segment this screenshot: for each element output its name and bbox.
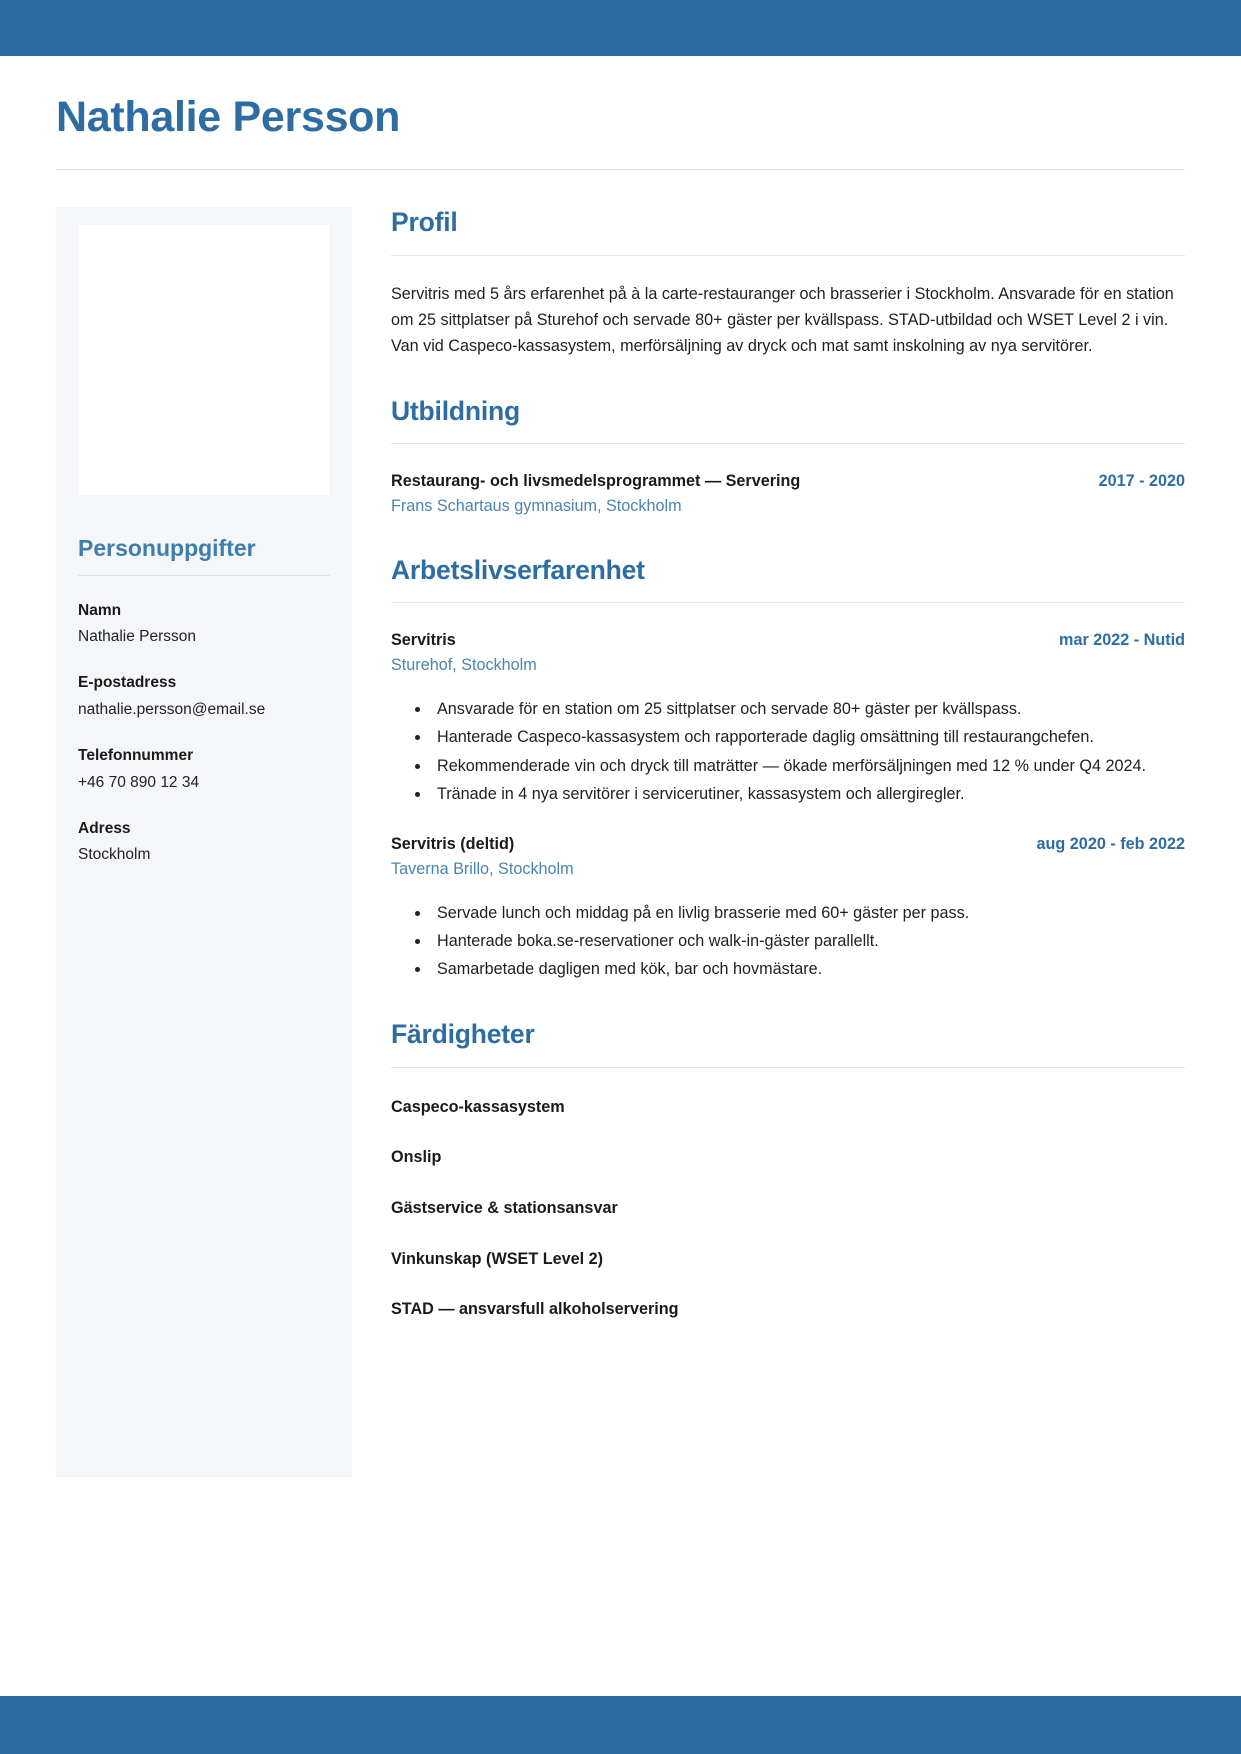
experience-employer: Taverna Brillo, Stockholm <box>391 860 574 879</box>
sidebar-field-label: Namn <box>78 601 122 619</box>
skill-item: STAD — ansvarsfull alkoholservering <box>391 1300 679 1319</box>
section-heading-profile: Profil <box>391 207 458 237</box>
experience-date-range: mar 2022 - Nutid <box>1059 631 1185 650</box>
sidebar-field-label: E-postadress <box>78 674 177 692</box>
education-date-range: 2017 - 2020 <box>1098 472 1185 491</box>
experience-entry <box>391 833 1185 983</box>
section-experience <box>391 555 1185 983</box>
section-divider <box>391 443 1185 444</box>
section-profile <box>391 207 1185 360</box>
section-divider <box>391 255 1185 256</box>
main-column <box>352 207 1185 1321</box>
section-heading-skills: Färdigheter <box>391 1018 535 1049</box>
avatar <box>78 225 330 495</box>
experience-bullet: • Samarbetade dagligen med kök, bar och hovmästare. <box>431 956 1185 982</box>
experience-bullet: • Hanterade Caspeco-kassasystem och rapporterade daglig omsättning till restaurangchefen. <box>431 724 1185 750</box>
sidebar <box>56 207 352 1477</box>
resume-body <box>56 207 1185 1477</box>
experience-bullet: • Tränade in 4 nya servitörer i servicerutiner, kassasystem och allergiregler. <box>431 781 1185 807</box>
experience-bullet-list <box>391 900 1185 983</box>
sidebar-field-email <box>78 672 330 721</box>
top-accent-bar <box>0 0 1241 56</box>
section-divider <box>391 1067 1185 1068</box>
sidebar-heading-personal-details: Personuppgifter <box>78 535 256 561</box>
section-heading-education: Utbildning <box>391 395 520 426</box>
skill-item: Gästservice & stationsansvar <box>391 1198 618 1217</box>
experience-entry <box>391 629 1185 807</box>
section-education <box>391 396 1185 519</box>
sidebar-field-name <box>78 600 330 649</box>
experience-employer: Sturehof, Stockholm <box>391 656 537 675</box>
section-divider <box>391 602 1185 603</box>
skill-item: Vinkunskap (WSET Level 2) <box>391 1249 603 1268</box>
sidebar-field-value: Stockholm <box>78 846 151 864</box>
bottom-accent-bar <box>0 1696 1241 1754</box>
header-divider <box>56 169 1185 170</box>
skill-item: Onslip <box>391 1148 442 1167</box>
sidebar-heading-divider <box>78 575 330 576</box>
section-skills <box>391 1019 1185 1321</box>
education-program-title: Restaurang- och livsmedelsprogrammet — Servering <box>391 472 801 491</box>
education-institution: Frans Schartaus gymnasium, Stockholm <box>391 497 682 516</box>
experience-job-title: Servitris <box>391 631 456 650</box>
experience-entry-header <box>391 629 1185 652</box>
experience-bullet-list <box>391 696 1185 808</box>
page-title: Nathalie Persson <box>56 93 401 141</box>
skill-item: Caspeco-kassasystem <box>391 1097 565 1116</box>
resume-header <box>56 92 1185 170</box>
sidebar-field-address <box>78 818 330 867</box>
experience-bullet: • Ansvarade för en station om 25 sittplatser och servade 80+ gäster per kvällspass. <box>431 696 1185 722</box>
sidebar-field-value: nathalie.persson@email.se <box>78 700 266 718</box>
experience-bullet: • Servade lunch och middag på en livlig brasserie med 60+ gäster per pass. <box>431 900 1185 926</box>
experience-date-range: aug 2020 - feb 2022 <box>1036 835 1185 854</box>
experience-bullet: • Rekommenderade vin och dryck till maträtter — ökade merförsäljningen med 12 % under Q4 2024. <box>431 753 1185 779</box>
skills-list <box>391 1096 1185 1321</box>
experience-job-title: Servitris (deltid) <box>391 835 515 854</box>
sidebar-field-value: Nathalie Persson <box>78 628 197 646</box>
sidebar-field-label: Adress <box>78 819 131 837</box>
experience-bullet: • Hanterade boka.se-reservationer och walk-in-gäster parallellt. <box>431 928 1185 954</box>
education-entry <box>391 470 1185 518</box>
sidebar-field-phone <box>78 745 330 794</box>
education-entry-header <box>391 470 1185 493</box>
profile-summary-text: Servitris med 5 års erfarenhet på à la carte-restauranger och brasserier i Stockholm. Ansvarade för en station om 25 sittplatser på Sturehof och servade 80+ gäster per kvällspass. STAD-utbildad och WSET Level 2 i vin. Van vid Caspeco-kassasystem, merförsäljning av dryck och mat samt inskolning av nya servitörer. <box>391 284 1174 356</box>
section-heading-experience: Arbetslivserfarenhet <box>391 554 645 585</box>
experience-entry-header <box>391 833 1185 856</box>
sidebar-field-label: Telefonnummer <box>78 747 194 765</box>
sidebar-field-value: +46 70 890 12 34 <box>78 773 200 791</box>
